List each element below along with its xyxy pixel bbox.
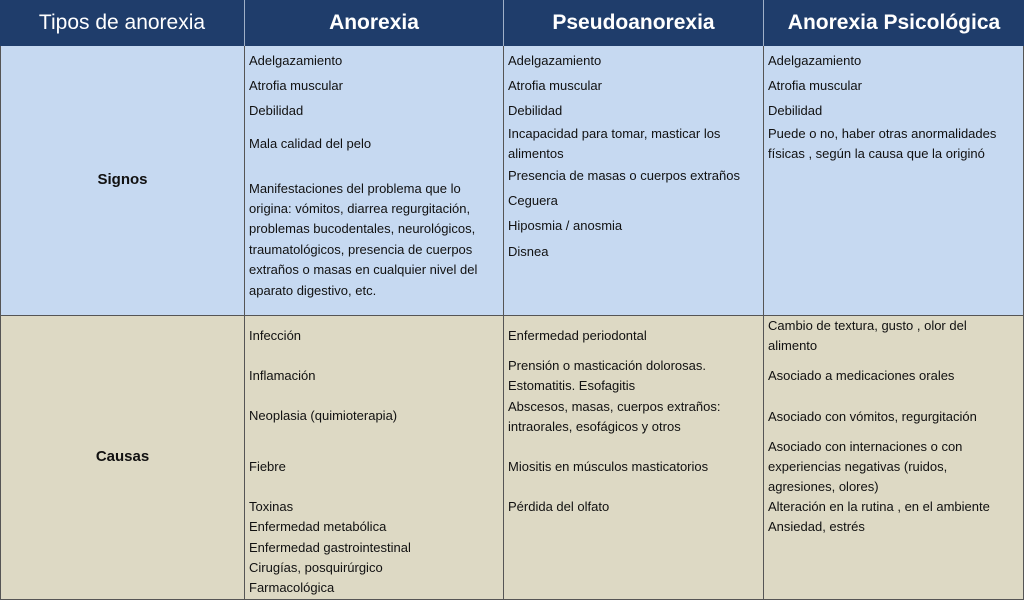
list-item: Manifestaciones del problema que lo bbox=[249, 181, 461, 196]
list-item: Adelgazamiento bbox=[508, 53, 602, 68]
list-item: Presencia de masas o cuerpos extraños bbox=[508, 168, 740, 183]
list-item: Infección bbox=[249, 328, 302, 343]
header-anorexia: Anorexia bbox=[245, 0, 504, 46]
list-item: Adelgazamiento bbox=[249, 53, 343, 68]
header-anorexia-psicologica: Anorexia Psicológica bbox=[764, 0, 1024, 46]
list-item: Neoplasia (quimioterapia) bbox=[249, 408, 398, 423]
list-item: experiencias negativas (ruidos, bbox=[768, 459, 948, 474]
causas-anorexia-cell bbox=[245, 316, 504, 600]
list-item: Farmacológica bbox=[249, 580, 335, 595]
list-item: traumatológicos, presencia de cuerpos bbox=[249, 242, 473, 257]
list-item: Enfermedad periodontal bbox=[508, 328, 647, 343]
header-tipos: Tipos de anorexia bbox=[0, 0, 245, 46]
causas-psicologica-cell bbox=[764, 316, 1024, 600]
list-item: Fiebre bbox=[249, 459, 286, 474]
list-item: problemas bucodentales, neurológicos, bbox=[249, 221, 476, 236]
header-pseudoanorexia: Pseudoanorexia bbox=[504, 0, 764, 46]
list-item: Hiposmia / anosmia bbox=[508, 218, 623, 233]
list-item: Alteración en la rutina , en el ambiente bbox=[768, 499, 990, 514]
list-item: Pérdida del olfato bbox=[508, 499, 610, 514]
list-item: Debilidad bbox=[508, 103, 563, 118]
signos-pseudoanorexia-cell bbox=[504, 46, 764, 316]
list-item: Incapacidad para tomar, masticar los bbox=[508, 126, 721, 141]
list-item: Abscesos, masas, cuerpos extraños: bbox=[508, 399, 721, 414]
list-item: agresiones, olores) bbox=[768, 479, 879, 494]
list-item: intraorales, esofágicos y otros bbox=[508, 419, 681, 434]
list-item: Enfermedad metabólica bbox=[249, 519, 387, 534]
list-item: Enfermedad gastrointestinal bbox=[249, 540, 411, 555]
list-item: Puede o no, haber otras anormalidades bbox=[768, 126, 997, 141]
list-item: Asociado a medicaciones orales bbox=[768, 368, 955, 383]
list-item: aparato digestivo, etc. bbox=[249, 283, 377, 298]
list-item: Ansiedad, estrés bbox=[768, 519, 865, 534]
list-item: Inflamación bbox=[249, 368, 316, 383]
list-item: alimento bbox=[768, 338, 818, 353]
list-item: extraños o masas en cualquier nivel del bbox=[249, 262, 478, 277]
list-item: alimentos bbox=[508, 146, 564, 161]
list-item: Debilidad bbox=[249, 103, 304, 118]
list-item: Atrofia muscular bbox=[768, 78, 862, 93]
signos-anorexia-cell bbox=[245, 46, 504, 316]
list-item: Atrofia muscular bbox=[249, 78, 343, 93]
list-item: Estomatitis. Esofagitis bbox=[508, 378, 636, 393]
list-item: Cambio de textura, gusto , olor del bbox=[768, 318, 967, 333]
list-item: Toxinas bbox=[249, 499, 294, 514]
list-item: Atrofia muscular bbox=[508, 78, 602, 93]
list-item: Prensión o masticación dolorosas. bbox=[508, 358, 706, 373]
row-label-signos: Signos bbox=[0, 46, 245, 316]
list-item: físicas , según la causa que la originó bbox=[768, 146, 985, 161]
list-item: Adelgazamiento bbox=[768, 53, 862, 68]
signos-psicologica-cell bbox=[764, 46, 1024, 316]
list-item: Miositis en músculos masticatorios bbox=[508, 459, 709, 474]
list-item: Ceguera bbox=[508, 193, 558, 208]
list-item: origina: vómitos, diarrea regurgitación, bbox=[249, 201, 471, 216]
causas-pseudoanorexia-cell bbox=[504, 316, 764, 600]
list-item: Asociado con vómitos, regurgitación bbox=[768, 409, 977, 424]
list-item: Disnea bbox=[508, 244, 549, 259]
list-item: Mala calidad del pelo bbox=[249, 136, 372, 151]
list-item: Cirugías, posquirúrgico bbox=[249, 560, 383, 575]
row-label-causas: Causas bbox=[0, 316, 245, 600]
list-item: Debilidad bbox=[768, 103, 823, 118]
list-item: Asociado con internaciones o con bbox=[768, 439, 963, 454]
